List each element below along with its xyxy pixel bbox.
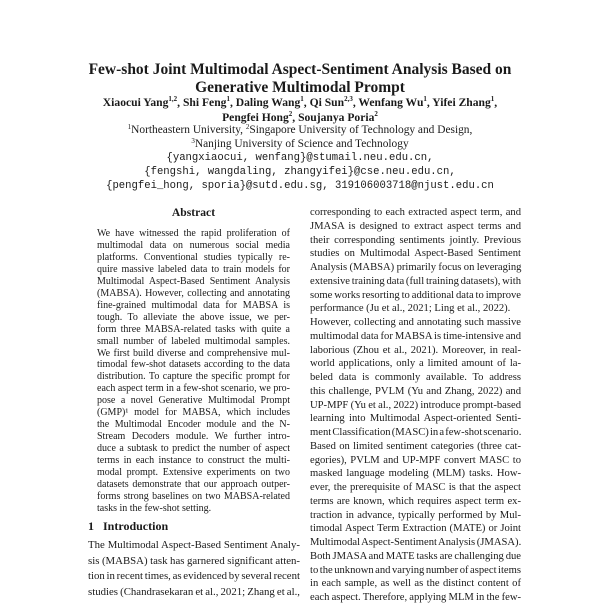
text-line: duce a subtask to predict the number of aspect: [97, 443, 290, 455]
text-line: in each sample, as well as the distinct content of: [310, 578, 521, 590]
affiliations-line-2: [0, 138, 600, 150]
text-line: to the unknown and varying number of aspect items: [310, 564, 521, 576]
text-line: sis (MABSA) task has garnered significant atten-: [88, 554, 300, 567]
text-line: forms strong baselines on two MABSA-related: [97, 490, 290, 502]
author-separator: ,: [303, 96, 310, 109]
text-line: each aspect. Therefore, applying MLM in the few-: [310, 592, 521, 603]
text-line: studies on Multimodal Aspect-Based Sentiment: [310, 248, 521, 260]
text-line: terms in each instance to construct the multi-: [97, 455, 290, 467]
text-line: (GMP)¹ model for MABSA, which includes: [97, 407, 290, 419]
affiliation: Northeastern University,: [131, 124, 246, 136]
text-line: modal prompt. Extensive experiments on two: [97, 467, 290, 478]
text-line: egories), PVLM and UP-MPF convert MASC to: [310, 454, 521, 466]
text-line: UP-MPF (Yu et al., 2022) introduce prompt-based: [310, 399, 521, 411]
author-name: Pengfei Hong: [222, 111, 289, 124]
author-list-line-1: [0, 96, 600, 109]
author-name: Xiaocui Yang: [102, 96, 169, 109]
text-line: small number of labeled multimodal samples.: [97, 335, 290, 347]
author-affiliation-marker: 2: [288, 110, 293, 118]
text-line: studies (Chandrasekaran et al., 2021; Zhang et al.,: [88, 585, 300, 598]
text-line: Stream Decoders module. We further intro-: [97, 431, 290, 443]
text-line: multimodal data for MABSA is time-intensive and: [310, 330, 521, 342]
text-line: corresponding to each extracted aspect term, and: [310, 207, 521, 218]
text-line: platforms. Conventional studies typically re-: [97, 251, 290, 263]
author-separator: ,: [494, 96, 498, 109]
text-line: masked language modeling (MLM) tasks. How-: [310, 468, 521, 480]
text-line: this challenge, PVLM (Yu and Zhang, 2022) and: [310, 385, 521, 397]
author-affiliation-marker: 1: [423, 95, 427, 103]
text-line: Based on limited sentiment categories (three cat-: [310, 440, 521, 452]
text-line: some works resorting to additional data to improve: [310, 289, 521, 301]
author-affiliation-marker: 2: [374, 110, 378, 118]
author-affiliation-marker: 1: [490, 95, 495, 103]
text-line: timodal Aspect Term Extraction (MATE) or Joint: [310, 523, 521, 535]
text-line: The Multimodal Aspect-Based Sentiment Analy-: [88, 539, 300, 551]
text-line: form three MABSA-related tasks with quite a: [97, 323, 290, 335]
text-line: We have witnessed the rapid proliferation of: [97, 228, 290, 239]
text-line: ever, the prerequisite of MASC is that the aspect: [310, 482, 521, 493]
affiliation: Nanjing University of Science and Technology: [194, 138, 409, 150]
text-line: datasets demonstrate that our approach outper-: [97, 478, 290, 490]
abstract-heading: Abstract: [171, 206, 216, 219]
author-list-line-2: [0, 111, 600, 124]
text-line: timodal few-shot datasets according to the data: [97, 359, 290, 371]
affiliations-line-1: [0, 124, 600, 136]
text-line: world applications, only a limited amount of la-: [310, 358, 521, 370]
text-line: However, collecting and annotating such massive: [310, 317, 521, 328]
text-line: quire massive labeled data to train models for: [97, 263, 290, 275]
text-line: (MABSA). However, collecting and annotating: [97, 287, 290, 299]
author-separator: ,: [352, 96, 359, 109]
text-line: Multimodal Aspect-Based Sentiment Analysis: [97, 275, 290, 287]
author-affiliation-marker: 2,3: [344, 95, 353, 103]
text-line: ment Classification (MASC) in a few-shot scenario.: [310, 427, 522, 438]
text-line: pose a novel Generative Multimodal Prompt: [97, 395, 290, 407]
author-name: Daling Wang: [235, 96, 301, 109]
text-line: fine-grained multimodal data for MABSA is: [97, 299, 290, 311]
text-line: learning into Multimodal Aspect-oriented Senti-: [310, 413, 521, 425]
author-name: Soujanya Poria: [298, 111, 375, 124]
text-line: traction in advance, typically performed by Mul-: [310, 509, 521, 521]
text-line: multimodal data on numerous social media: [97, 239, 290, 251]
author-affiliation-marker: 1,2: [168, 95, 178, 103]
affiliation-marker: 3: [191, 137, 195, 145]
text-line: tough. To alleviate the above issue, we per-: [97, 311, 290, 323]
author-name: Qi Sun: [309, 96, 345, 109]
author-separator: ,: [426, 96, 433, 109]
text-line: tion in recent times, as evidenced by several recent: [88, 570, 300, 583]
text-line: each aspect term in a few-shot scenario, we pro-: [97, 383, 290, 395]
text-line: terms are known, which requires aspect term ex-: [310, 495, 521, 507]
text-line: Multimodal Aspect-Sentiment Analysis (JMASA).: [310, 537, 522, 548]
email-line-3: {pengfei_hong, sporia}@sutd.edu.sg, 319106003718@njust.edu.cn: [106, 180, 494, 192]
affiliation-marker: 2: [245, 123, 250, 131]
text-line: their corresponding sentiments jointly. Previous: [310, 234, 521, 246]
text-line: We first build diverse and comprehensive mul-: [97, 347, 290, 359]
author-affiliation-marker: 1: [300, 95, 304, 103]
author-affiliation-marker: 1: [226, 95, 230, 103]
text-line: performance (Ju et al., 2021; Ling et al., 2022).: [310, 303, 511, 315]
text-line: Both JMASA and MATE tasks are challenging due: [310, 550, 522, 562]
author-separator: ,: [229, 96, 236, 109]
paper-title-line-1: Few-shot Joint Multimodal Aspect-Sentiment Analysis Based on: [88, 61, 512, 78]
introduction-heading: 1 Introduction: [88, 519, 169, 533]
text-line: distribution. To capture the specific prompt for: [97, 371, 290, 383]
email-line-1: {yangxiaocui, wenfang}@stumail.neu.edu.cn,: [166, 152, 434, 164]
author-separator: ,: [177, 96, 183, 109]
text-line: laborious (Zhou et al., 2021). Moreover, in real-: [310, 344, 521, 356]
text-line: extensive training data (full training datasets), with: [310, 275, 521, 287]
affiliation-marker: 1: [127, 123, 132, 131]
author-name: Shi Feng: [182, 96, 227, 109]
text-line: Analysis (MABSA) primarily focus on leveraging: [310, 262, 522, 273]
author-name: Yifei Zhang: [432, 96, 491, 109]
text-line: JMASA is designed to extract aspect terms and: [310, 220, 521, 232]
paper-title-line-2: Generative Multimodal Prompt: [195, 79, 405, 96]
author-separator: ,: [292, 111, 299, 124]
affiliation: Singapore University of Technology and Design,: [249, 124, 473, 136]
text-line: tasks in the few-shot setting.: [97, 502, 212, 514]
text-line: the Multimodal Encoder module and the N-: [97, 419, 290, 431]
author-name: Wenfang Wu: [358, 96, 424, 109]
text-line: beled data is commonly available. To address: [310, 372, 521, 383]
email-line-2: {fengshi, wangdaling, zhangyifei}@cse.neu.edu.cn,: [144, 166, 456, 178]
